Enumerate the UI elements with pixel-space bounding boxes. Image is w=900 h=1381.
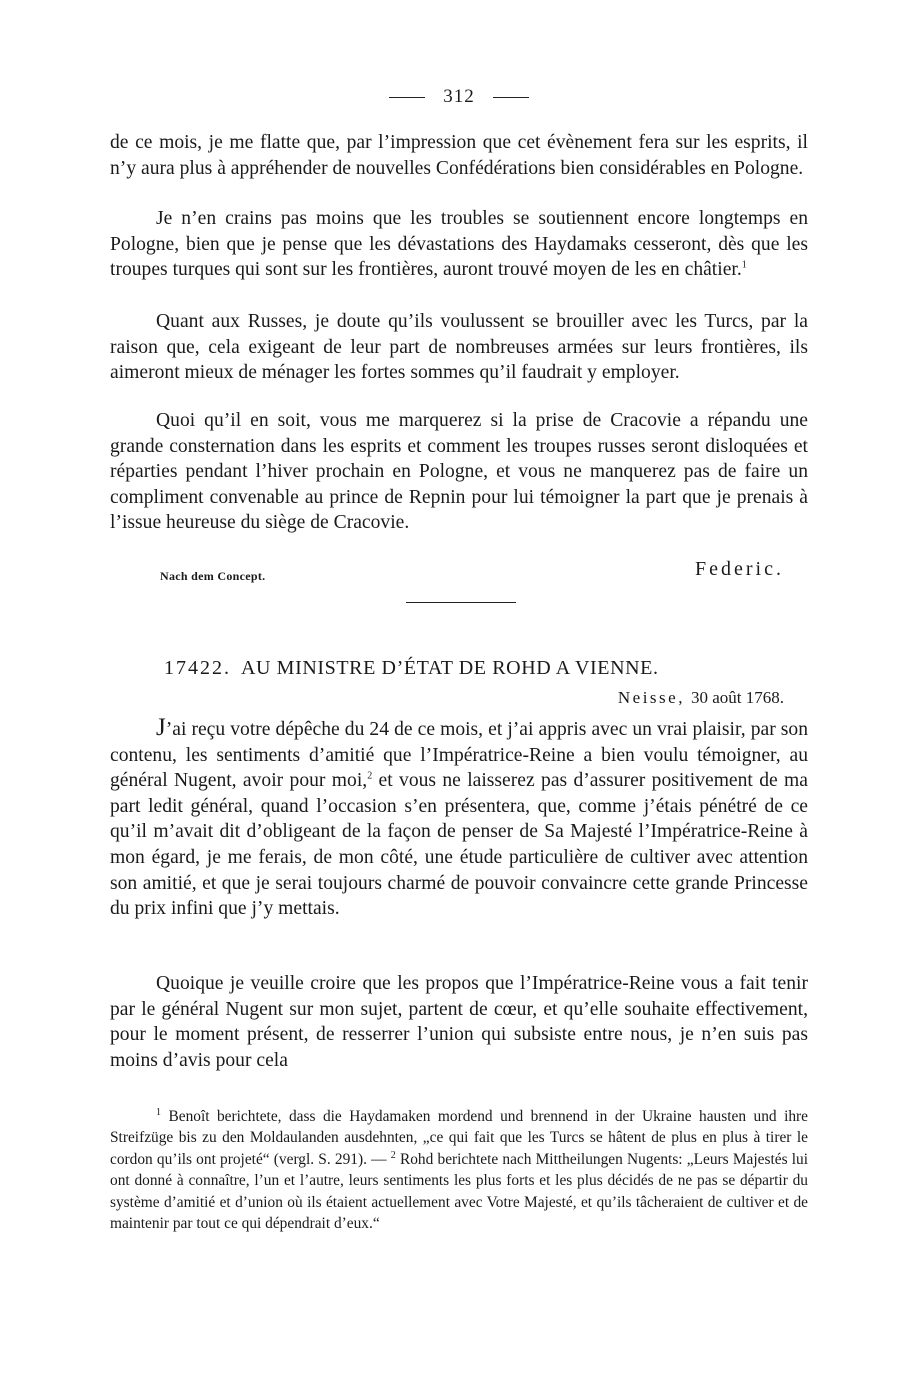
letter-place: Neisse, [617,688,685,707]
paragraph-depeche-text-b: et vous ne laisserez pas d’assurer positivement de ma part ledit général, quand l’occasion s’en présentera, que, comme j’étais pénétré de ce qu’il m’avait dit d’obligeant de la façon de penser de Sa Majesté l’Impératrice-Reine à mon égard, je me ferais, de mon côté, une étude particulière de cultiver avec attention son amitié, et que je serai toujours charmé de pouvoir convaincre cette grande Princesse du prix infini que j’y mettais. [110,770,808,920]
paragraph-depeche [110,715,808,922]
footnote-ref-2[interactable]: 2 [367,770,373,782]
letter-heading [164,657,659,680]
paragraph-haydamaks-text: Je n’en crains pas moins que les troubles se soutiennent encore longtemps en Pologne, bien que je pense que les dévastations des Haydamaks cesseront, dès que les troupes turques qui sont sur les frontières, auront trouvé moyen de les en châtier. [110,208,808,281]
header-dash-right [493,97,529,98]
page-header [110,86,808,112]
paragraph-continuation: de ce mois, je me flatte que, par l’impression que cet évènement fera sur les esprits, il n’y aura plus à appréhender de nouvelles Confédérations bien considérables en Pologne. [110,132,808,179]
footnote-text-1: Benoît berichtete, dass die Haydamaken mordend und brennend in der Ukraine hausten und ihre Streifzüge bis zu den Moldaulanden ausdehnten, „ce qui fait que les Turcs se hâtent de plus en plus à tirer le cordon qu’ils ont projeté“ (vergl. S. 291). — [110,1108,808,1168]
letter-title: AU MINISTRE D’ÉTAT DE ROHD A VIENNE. [241,657,659,679]
paragraph-quoique: Quoique je veuille croire que les propos que l’Impératrice-Reine vous a fait tenir par le général Nugent sur mon sujet, partent de cœur, et qu’elle souhaite effectivement, pour le moment présent, de resserrer l’union qui subsiste entre nous, je n’en suis pas moins d’avis pour cela [110,973,808,1071]
paragraph-depeche-text-a: ’ai reçu votre dépêche du 24 de ce mois, et j’ai appris avec un vrai plaisir, par son contenu, les sentiments d’amitié que l’Impératrice-Reine a bien voulu témoigner, au général Nugent, avoir pour moi, [110,719,808,792]
signature: Federic. [695,558,784,580]
paragraph-cracovie: Quoi qu’il en soit, vous me marquerez si la prise de Cracovie a répandu une grande consternation dans les esprits et comment les troupes russes seront disloquées et réparties pendant l’hiver prochain en Pologne, et vous ne manquerez pas de faire un compliment convenable au prince de Repnin pour lui témoigner la part que je prenais à l’issue heureuse du siège de Cracovie. [110,410,808,534]
section-divider [406,602,516,603]
letter-number: 17422. [164,657,231,679]
paragraph-russes: Quant aux Russes, je doute qu’ils voulussent se brouiller avec les Turcs, par la raison que, cela exigeant de leur part de nombreuses armées sur leurs frontières, ils aimeront mieux de ménager les fortes sommes qu’il faudrait y employer. [110,311,808,384]
footnote-mark-2: 2 [390,1149,396,1161]
header-dash-left [389,97,425,98]
page-number: 312 [443,86,475,107]
letter-place-date [618,688,784,708]
footnote-ref-1[interactable]: 1 [741,259,747,271]
footnotes [110,1106,808,1234]
footnote-mark-1: 1 [156,1106,161,1118]
footnote-text-2: Rohd berichtete nach Mittheilungen Nugents: „Leurs Majestés lui ont donné à connaître, l’un et l’autre, leurs sentiments les plus forts et les plus décidés de ne pas se départir du système d’amitié et d’union où ils étaient actuellement avec Votre Majesté, et qu’ils tâcheraient de cultiver et de maintenir par tout ce qui dépendrait d’eux.“ [110,1150,808,1233]
paragraph-haydamaks [110,206,808,283]
initial-letter: J [156,714,166,741]
source-note: Nach dem Concept. [160,569,266,583]
letter-date: 30 août 1768. [690,688,784,707]
